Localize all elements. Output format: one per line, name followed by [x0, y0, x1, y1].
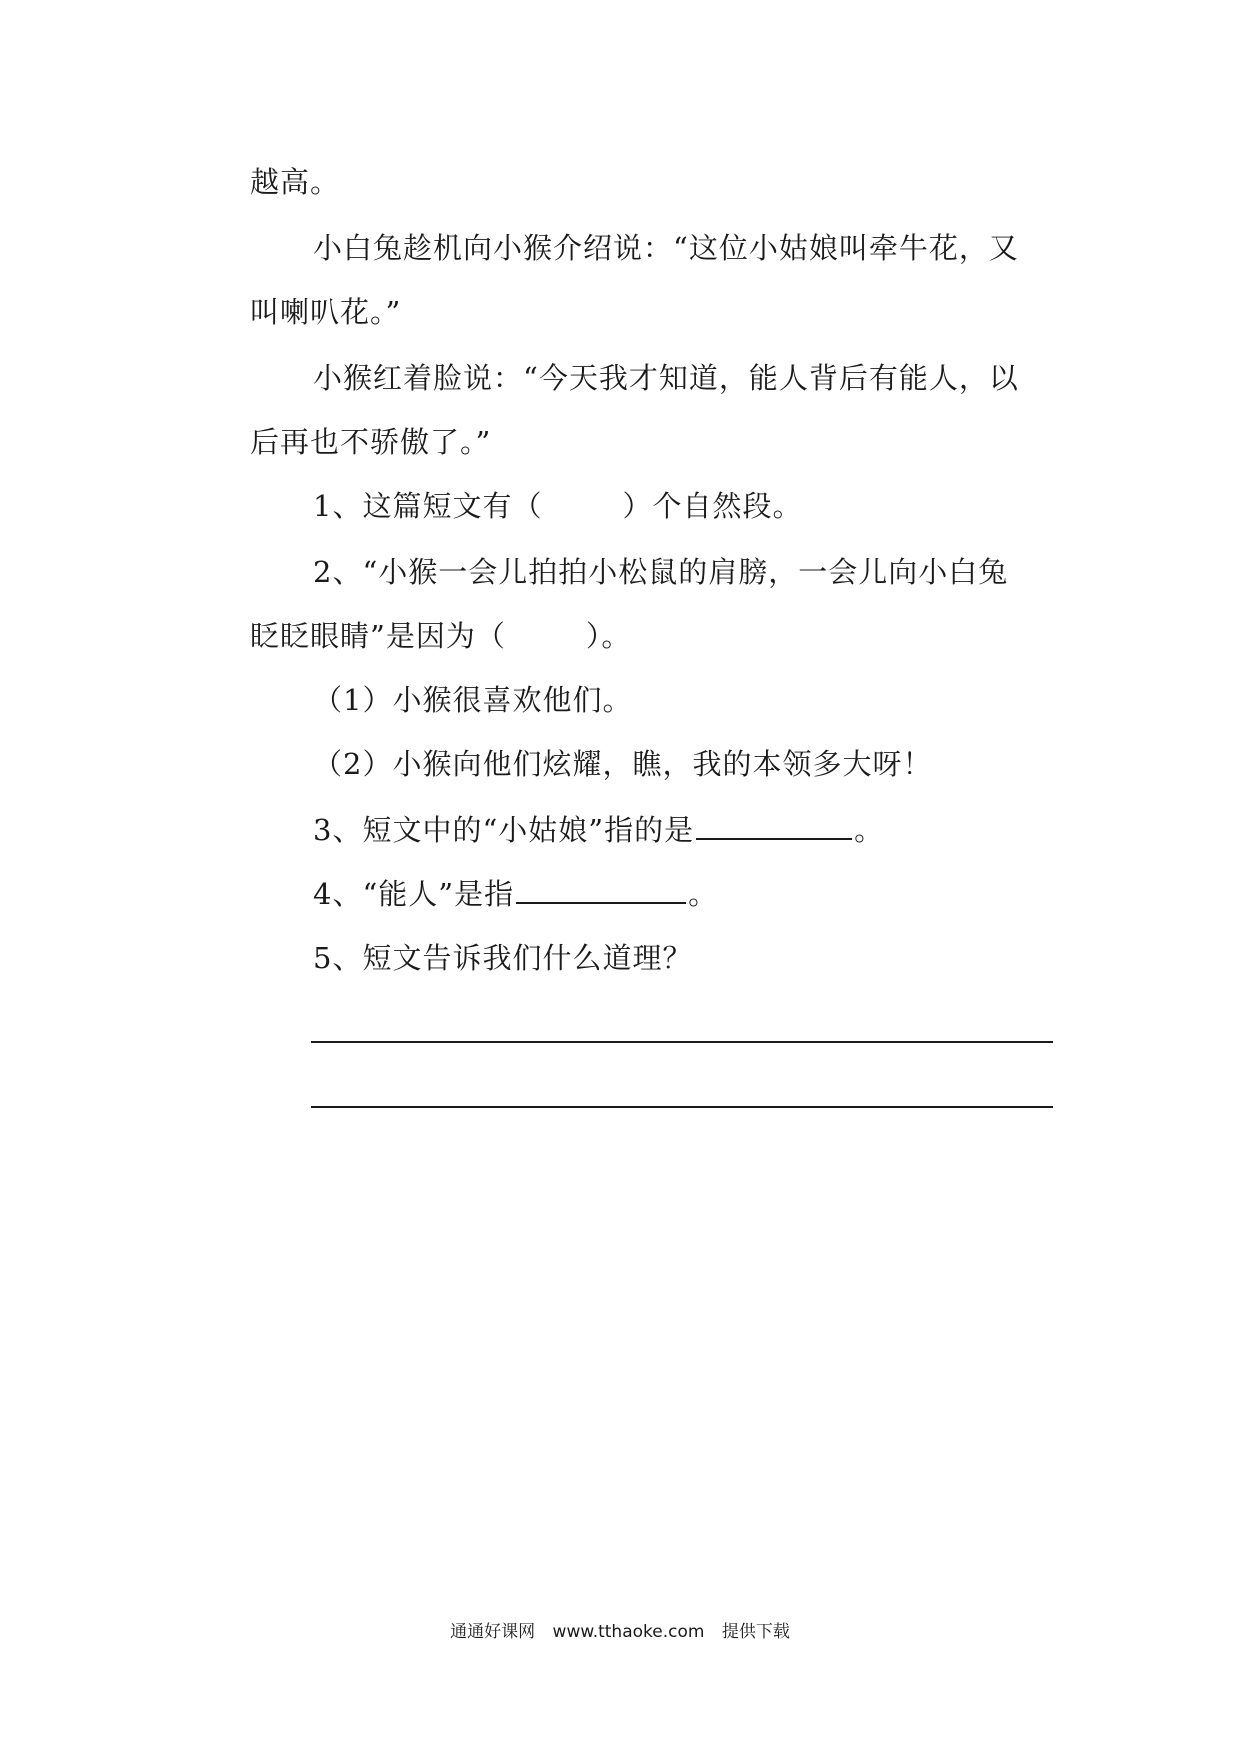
question-4-answer-blank[interactable] [516, 872, 686, 904]
question-1 [313, 486, 802, 526]
footer-site-name: 通通好课网 [450, 1622, 536, 1642]
question-3-start: 3、短文中的“小姑娘”指的是 [313, 813, 695, 847]
question-4-start: 4、“能人”是指 [313, 877, 515, 911]
passage-line-1: 越高。 [250, 165, 341, 199]
question-5: 5、短文告诉我们什么道理？ [313, 941, 693, 975]
question-2-line-2 [250, 616, 631, 656]
footer-suffix: 提供下载 [721, 1622, 790, 1642]
question-2-start: 眨眨眼睛”是因为（ [250, 619, 506, 653]
footer-url: www.tthaoke.com [552, 1622, 705, 1642]
question-1-end: ）个自然段。 [622, 489, 803, 523]
question-2-option-1: （1）小猴很喜欢他们。 [313, 683, 633, 717]
passage-line-4: 小猴红着脸说：“今天我才知道，能人背后有能人，以 [313, 361, 1019, 395]
question-1-start: 1、这篇短文有（ [313, 489, 543, 523]
question-5-answer-line-1[interactable] [311, 1041, 1053, 1043]
question-5-answer-line-2[interactable] [311, 1106, 1053, 1108]
question-4 [313, 872, 718, 914]
question-2-line-1: 2、“小猴一会儿拍拍小松鼠的肩膀，一会儿向小白兔 [313, 555, 1009, 589]
question-4-end: 。 [688, 877, 719, 911]
question-3 [313, 808, 884, 850]
passage-line-2: 小白兔趁机向小猴介绍说：“这位小姑娘叫牵牛花，又 [313, 231, 1019, 265]
passage-line-5: 后再也不骄傲了。” [250, 425, 492, 459]
passage-line-3: 叫喇叭花。” [250, 295, 402, 329]
question-3-end: 。 [854, 813, 885, 847]
question-2-option-2: （2）小猴向他们炫耀，瞧，我的本领多大呀！ [313, 747, 933, 781]
question-3-answer-blank[interactable] [696, 808, 852, 840]
page-footer [0, 1620, 1240, 1644]
question-2-end: ）。 [585, 619, 632, 653]
